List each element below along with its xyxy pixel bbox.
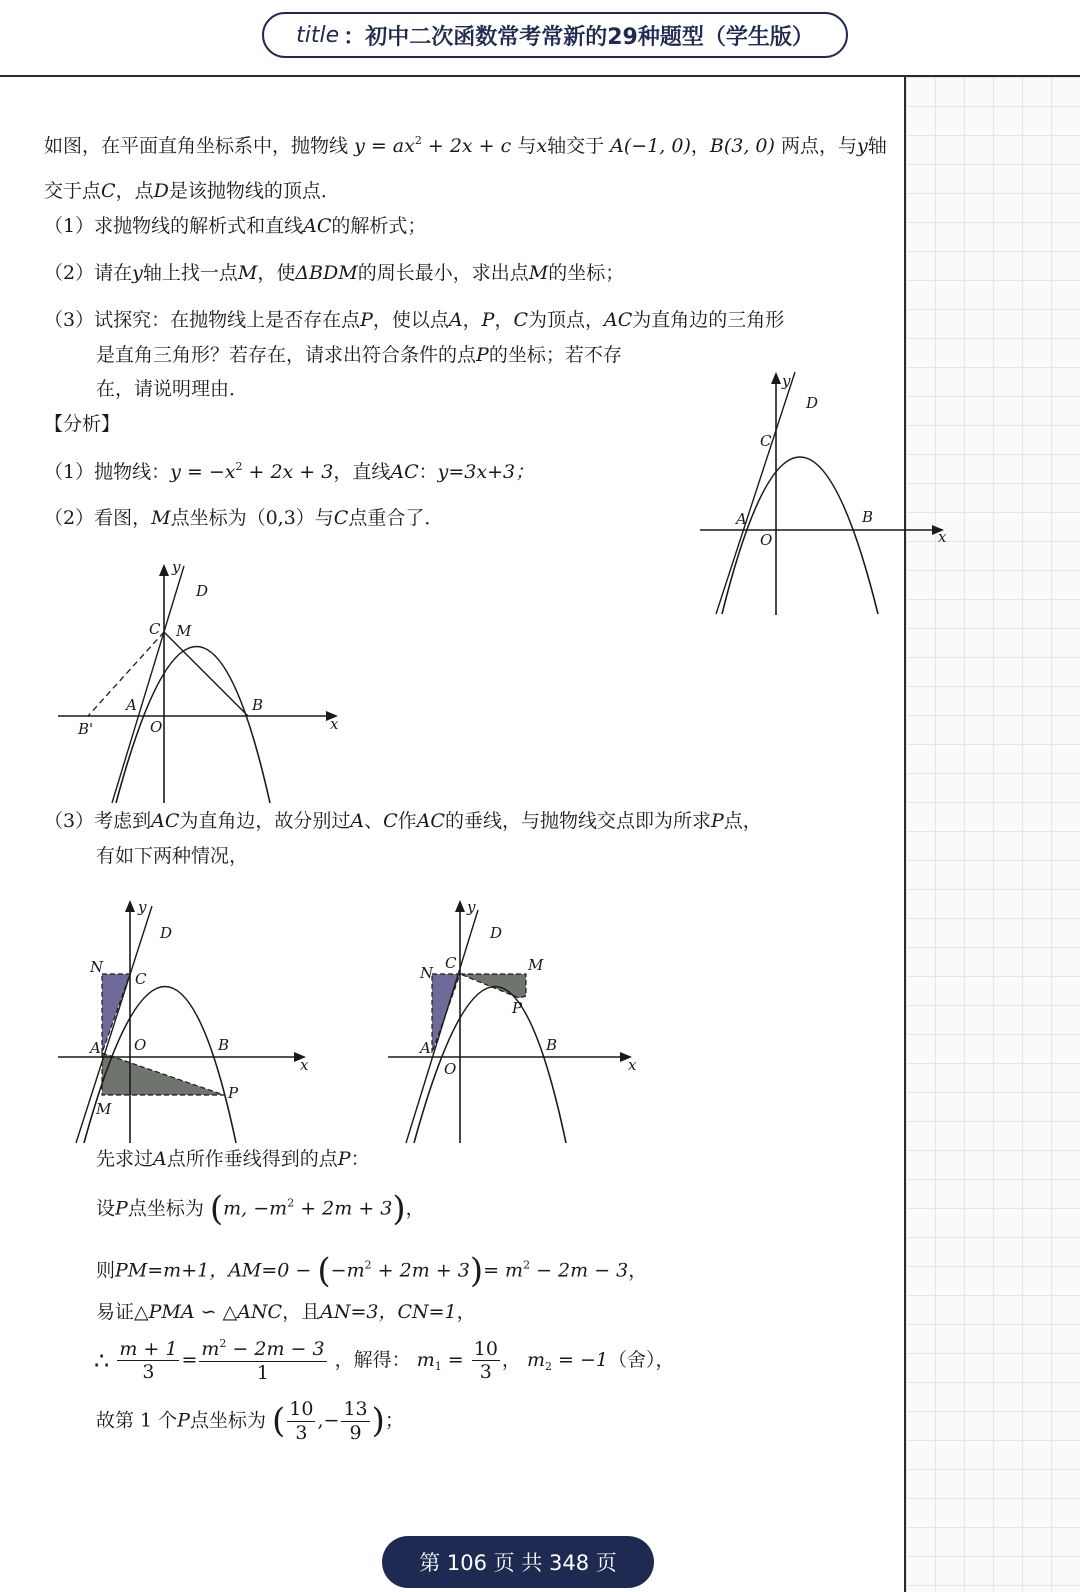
step-2: 设P点坐标为 (m, $-m^2 + 2m + 3$)， — [96, 1189, 425, 1229]
problem-line-2: 交于点C，点D是该抛物线的顶点． — [44, 180, 340, 202]
fig4-y: y — [467, 898, 476, 916]
step-1: 先求过A点所作垂线得到的点P： — [96, 1148, 370, 1170]
figure-analysis-2 — [55, 555, 355, 805]
question-3-line-1: （3）试探究：在抛物线上是否存在点P，使以点A，P，C为顶点，AC为直角边的三角形 — [44, 309, 785, 331]
fig3-M: M — [96, 1100, 112, 1118]
fig2-x: x — [330, 715, 339, 733]
fig4-P: P — [512, 999, 523, 1017]
step-4: 易证△PMA ∽ △ANC，且AN=3，CN=1， — [96, 1301, 476, 1323]
fig3-x: x — [300, 1056, 309, 1074]
fig2-C: C — [149, 620, 161, 638]
fig3-y: y — [138, 898, 147, 916]
fraction-left: $\frac{m + 1}{3}$ — [119, 1337, 178, 1384]
fraction-px: $\frac{10}{3}$ — [289, 1398, 314, 1444]
fig3-B: B — [218, 1036, 230, 1054]
fig2-D: D — [196, 582, 209, 600]
fig1-O: O — [760, 531, 773, 549]
fig4-M: M — [528, 956, 544, 974]
fig1-A: A — [736, 510, 747, 528]
fig3-O: O — [134, 1036, 147, 1054]
fig1-C: C — [760, 432, 772, 450]
fig2-O: O — [150, 718, 163, 736]
fig1-B: B — [862, 508, 874, 526]
question-3-line-3: 在，请说明理由． — [96, 378, 249, 400]
analysis-3-line-2: 有如下两种情况， — [96, 845, 249, 867]
problem-line-1: 如图，在平面直角坐标系中，抛物线 $y = ax^2 + 2x + c$ 与x轴交于 A(−1, 0)，B(3, 0) 两点，与y轴 — [44, 134, 887, 157]
fraction-py: $\frac{13}{9}$ — [343, 1398, 368, 1444]
step-3: 则PM=m+1，$AM=0 - (-m^2 + 2m + 3)= m^2 - 2m - 3$， — [96, 1251, 648, 1291]
fig1-x: x — [938, 528, 947, 546]
fig3-N: N — [90, 958, 104, 976]
fig4-D: D — [490, 924, 503, 942]
fig3-D: D — [160, 924, 173, 942]
question-1: （1）求抛物线的解析式和直线AC的解析式； — [44, 215, 427, 237]
analysis-header: 【分析】 — [44, 413, 121, 435]
document-title — [262, 12, 848, 58]
grid-margin — [906, 77, 1080, 1592]
fig3-C: C — [135, 970, 147, 988]
fig4-N: N — [420, 964, 434, 982]
figure-problem — [700, 362, 950, 622]
analysis-2: （2）看图，M点坐标为（0,3）与C点重合了． — [44, 507, 444, 529]
fig3-A: A — [90, 1039, 101, 1057]
fig4-A: A — [420, 1039, 431, 1057]
fraction-m1: $\frac{10}{3}$ — [473, 1337, 498, 1384]
fig2-M: M — [176, 622, 192, 640]
page-indicator: 第 106 页 共 348 页 — [382, 1536, 654, 1588]
fig4-B: B — [546, 1036, 558, 1054]
analysis-1: （1）抛物线：$y = -x^2 + 2x + 3$，直线AC：y=3x+3； — [44, 460, 535, 483]
fig4-O: O — [444, 1060, 457, 1078]
step-6: 故第 1 个P点坐标为 ( $\frac{10}{3}$ ,− $\frac{13}{9}$ )； — [96, 1398, 404, 1444]
fig4-C: C — [445, 954, 457, 972]
fig1-y: y — [782, 372, 791, 390]
fig2-y: y — [172, 558, 181, 576]
fig4-x: x — [628, 1056, 637, 1074]
fig2-A: A — [126, 696, 137, 714]
step-5: ∴ $\frac{m + 1}{3}$ = $\frac{m^2 - 2m - 3}{1}$ ，解得： $m_1$ = $\frac{10}{3}$ ， $m_2 = -1$（舍）， — [94, 1337, 675, 1384]
analysis-3-line-1: （3）考虑到AC为直角边，故分别过A、C作AC的垂线，与抛物线交点即为所求P点， — [44, 810, 762, 832]
title-text: 初中二次函数常考常新的29种题型（学生版） — [365, 24, 814, 50]
figure-case-2 — [385, 895, 645, 1145]
fig3-P: P — [228, 1084, 239, 1102]
question-3-line-2: 是直角三角形？若存在，请求出符合条件的点P的坐标；若不存 — [96, 344, 622, 366]
figure-case-1 — [55, 895, 315, 1145]
fig2-Bprime: B' — [78, 720, 94, 738]
fraction-right: $\frac{m^2 - 2m - 3}{1}$ — [201, 1337, 325, 1384]
fig1-D: D — [806, 394, 819, 412]
title-label: title — [296, 22, 340, 48]
question-2: （2）请在y轴上找一点M，使ΔBDM的周长最小，求出点M的坐标； — [44, 262, 625, 284]
fig2-B: B — [252, 696, 264, 714]
title-sep: ： — [343, 24, 366, 50]
